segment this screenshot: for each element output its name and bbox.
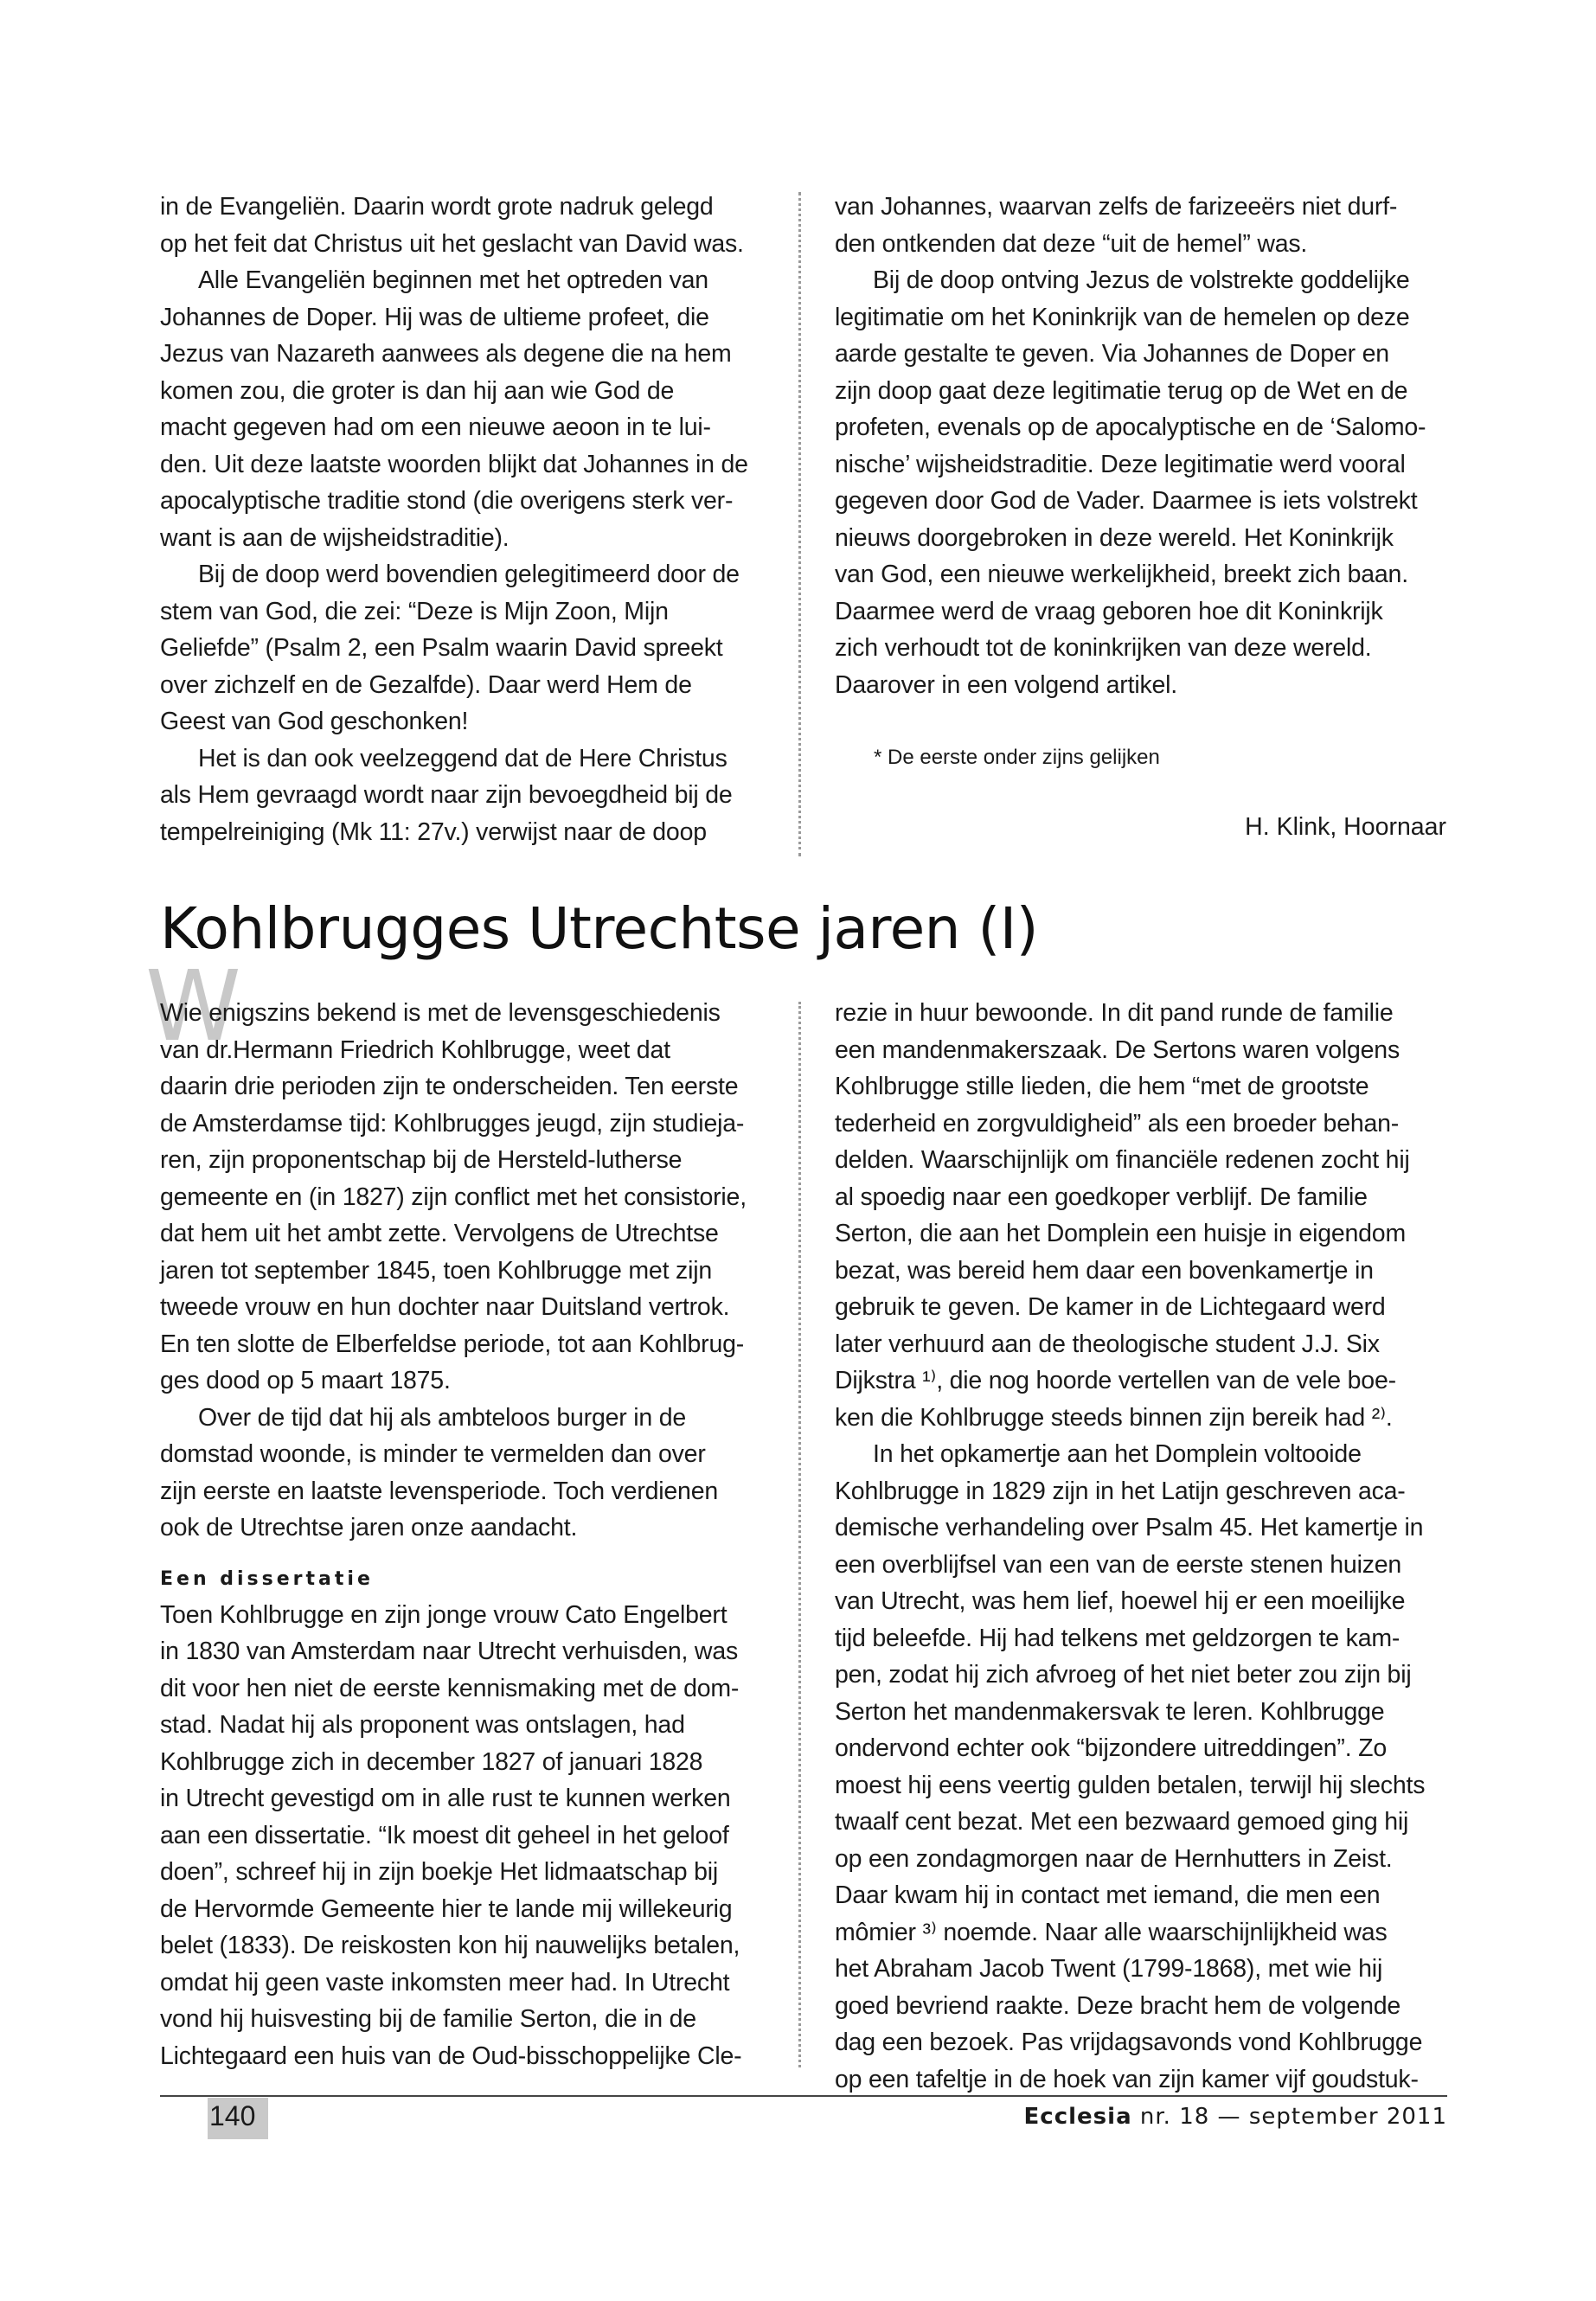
article-title: Kohlbrugges Utrechtse jaren (I) xyxy=(160,895,1038,962)
text-line: Lichtegaard een huis van de Oud-bisschoppelijke Cle- xyxy=(160,2041,742,2070)
paragraph xyxy=(160,1400,770,1547)
text-line: Serton, die aan het Domplein een huisje in eigendom xyxy=(835,1220,1406,1247)
text-line: aan een dissertatie. “Ik moest dit geheel in het geloof xyxy=(160,1821,729,1849)
text-line: Daarover in een volgend artikel. xyxy=(835,670,1177,699)
text-line: op een tafeltje in de hoek van zijn kamer vijf goudstuk- xyxy=(835,2065,1419,2093)
text-line: Over de tijd dat hij als ambteloos burger in de xyxy=(198,1403,687,1432)
text-line: gebruik te geven. De kamer in de Lichtegaard werd xyxy=(835,1293,1386,1321)
text-line: tweede vrouw en hun dochter naar Duitsland vertrok. xyxy=(160,1293,730,1321)
text-line: twaalf cent bezat. Met een bezwaard gemoed ging hij xyxy=(835,1808,1409,1836)
paragraph xyxy=(160,556,770,740)
text-line: zich verhoudt tot de koninkrijken van deze wereld. xyxy=(835,634,1372,662)
paragraph xyxy=(160,189,770,262)
column-divider-bottom xyxy=(798,1002,801,2067)
paragraph xyxy=(835,995,1445,1436)
paragraph xyxy=(160,1597,770,2075)
issue-info: nr. 18 — september 2011 xyxy=(1139,2104,1447,2130)
text-line: ondervond echter ook “bijzondere uitreddingen”. Zo xyxy=(835,1734,1387,1762)
text-line: vond hij huisvesting bij de familie Serton, die in de xyxy=(160,2005,696,2033)
page-number: 140 xyxy=(209,2100,256,2131)
text-line: Dijkstra ¹⁾, die nog hoorde vertellen van de vele boe- xyxy=(835,1367,1396,1394)
drop-cap: W xyxy=(145,951,241,1063)
text-line: ges dood op 5 maart 1875. xyxy=(160,1367,451,1394)
footnote: * De eerste onder zijns gelijken xyxy=(874,746,1160,769)
journal-info xyxy=(1024,2104,1447,2130)
text-line: Toen Kohlbrugge en zijn jonge vrouw Cato Engelbert xyxy=(160,1600,727,1629)
text-line: van Utrecht, was hem lief, hoewel hij er een moeilijke xyxy=(835,1587,1406,1615)
text-line: later verhuurd aan de theologische student J.J. Six xyxy=(835,1330,1380,1358)
text-line: domstad woonde, is minder te vermelden dan over xyxy=(160,1440,706,1468)
text-line: Daar kwam hij in contact met iemand, die men een xyxy=(835,1881,1381,1909)
author-signature: H. Klink, Hoornaar xyxy=(1245,813,1446,841)
text-line: pen, zodat hij zich afvroeg of het niet beter zou zijn bij xyxy=(835,1661,1412,1689)
text-line: want is aan de wijsheidstraditie). xyxy=(160,523,510,552)
text-line: in 1830 van Amsterdam naar Utrecht verhuisden, was xyxy=(160,1638,739,1665)
text-line: rezie in huur bewoonde. In dit pand runde de familie xyxy=(835,999,1394,1027)
text-line: ook de Utrechtse jaren onze aandacht. xyxy=(160,1514,578,1541)
text-line: Bij de doop werd bovendien gelegitimeerd door de xyxy=(198,561,740,588)
text-line: Daarmee werd de vraag geboren hoe dit Koninkrijk xyxy=(835,597,1383,625)
paragraph xyxy=(160,740,770,851)
text-line: Wie enigszins bekend is met de levensgeschiedenis xyxy=(160,999,721,1027)
text-line: dat hem uit het ambt zette. Vervolgens de Utrechtse xyxy=(160,1220,719,1247)
paragraph xyxy=(835,262,1445,703)
text-line: de Amsterdamse tijd: Kohlbrugges jeugd, zijn studieja- xyxy=(160,1109,745,1138)
text-line: aarde gestalte te geven. Via Johannes de Doper en xyxy=(835,340,1389,368)
text-line: apocalyptische traditie stond (die overigens sterk ver- xyxy=(160,487,734,515)
text-line: Geliefde” (Psalm 2, een Psalm waarin David spreekt xyxy=(160,634,723,662)
text-line: bezat, was bereid hem daar een bovenkamertje in xyxy=(835,1256,1374,1285)
text-line: het Abraham Jacob Twent (1799-1868), met wie hij xyxy=(835,1955,1383,1983)
article-section-text xyxy=(160,1597,770,2075)
text-line: Jezus van Nazareth aanwees als degene die na hem xyxy=(160,340,732,368)
text-line: Het is dan ook veelzeggend dat de Here Christus xyxy=(198,744,727,772)
text-line: zijn doop gaat deze legitimatie terug op de Wet en de xyxy=(835,376,1408,405)
text-line: dit voor hen niet de eerste kennismaking met de dom- xyxy=(160,1674,740,1702)
text-line: gegeven door God de Vader. Daarmee is iets volstrekt xyxy=(835,487,1418,515)
text-line: den. Uit deze laatste woorden blijkt dat Johannes in de xyxy=(160,450,748,478)
text-line: van dr.Hermann Friedrich Kohlbrugge, weet dat xyxy=(160,1035,670,1064)
text-line: op een zondagmorgen naar de Hernhutters in Zeist. xyxy=(835,1844,1393,1873)
column-divider-top xyxy=(798,192,801,856)
text-line: mômier ³⁾ noemde. Naar alle waarschijnlijkheid was xyxy=(835,1918,1388,1946)
article-intro xyxy=(160,995,770,1547)
top-article-right-column xyxy=(835,189,1445,703)
text-line: Kohlbrugge stille lieden, die hem “met de grootste xyxy=(835,1073,1369,1100)
text-line: al spoedig naar een goedkoper verblijf. De familie xyxy=(835,1183,1368,1211)
text-line: gemeente en (in 1827) zijn conflict met het consistorie, xyxy=(160,1183,747,1211)
text-line: nische’ wijsheidstraditie. Deze legitimatie werd vooral xyxy=(835,450,1406,478)
text-line: den ontkenden dat deze “uit de hemel” was. xyxy=(835,229,1308,258)
text-line: doen”, schreef hij in zijn boekje Het lidmaatschap bij xyxy=(160,1858,719,1886)
paragraph xyxy=(160,995,770,1400)
text-line: En ten slotte de Elberfeldse periode, tot aan Kohlbrug- xyxy=(160,1330,745,1358)
text-line: in Utrecht gevestigd om in alle rust te kunnen werken xyxy=(160,1785,731,1812)
text-line: jaren tot september 1845, toen Kohlbrugge met zijn xyxy=(160,1256,712,1285)
footer-rule xyxy=(160,2095,1447,2097)
text-line: In het opkamertje aan het Domplein voltooide xyxy=(873,1440,1362,1468)
text-line: macht gegeven had om een nieuwe aeoon in te lui- xyxy=(160,413,711,441)
article-left-column xyxy=(160,995,770,2074)
text-line: stem van God, die zei: “Deze is Mijn Zoon, Mijn xyxy=(160,597,669,625)
text-line: ren, zijn proponentschap bij de Hersteld-lutherse xyxy=(160,1146,683,1174)
text-line: Johannes de Doper. Hij was de ultieme profeet, die xyxy=(160,303,709,331)
text-line: legitimatie om het Koninkrijk van de hemelen op deze xyxy=(835,303,1410,331)
text-line: Serton het mandenmakersvak te leren. Kohlbrugge xyxy=(835,1697,1385,1726)
paragraph xyxy=(160,262,770,556)
text-line: moest hij eens veertig gulden betalen, terwijl hij slechts xyxy=(835,1771,1426,1799)
text-line: tijd beleefde. Hij had telkens met geldzorgen te kam- xyxy=(835,1624,1401,1652)
text-line: nieuws doorgebroken in deze wereld. Het Koninkrijk xyxy=(835,523,1394,552)
text-line: een mandenmakerszaak. De Sertons waren volgens xyxy=(835,1035,1400,1064)
section-subheading: Een dissertatie xyxy=(160,1567,374,1590)
text-line: delden. Waarschijnlijk om financiële redenen zocht hij xyxy=(835,1146,1410,1174)
text-line: in de Evangeliën. Daarin wordt grote nadruk gelegd xyxy=(160,193,714,221)
text-line: tederheid en zorgvuldigheid” als een broeder behan- xyxy=(835,1109,1400,1138)
text-line: als Hem gevraagd wordt naar zijn bevoegdheid bij de xyxy=(160,781,733,809)
text-line: daarin drie perioden zijn te onderscheiden. Ten eerste xyxy=(160,1073,739,1100)
text-line: Bij de doop ontving Jezus de volstrekte goddelijke xyxy=(873,266,1410,294)
text-line: goed bevriend raakte. Deze bracht hem de volgende xyxy=(835,1991,1401,2020)
text-line: Kohlbrugge zich in december 1827 of januari 1828 xyxy=(160,1747,703,1776)
text-line: komen zou, die groter is dan hij aan wie God de xyxy=(160,376,675,405)
article-right-column xyxy=(835,995,1445,2098)
text-line: ken die Kohlbrugge steeds binnen zijn bereik had ²⁾. xyxy=(835,1403,1393,1432)
text-line: van Johannes, waarvan zelfs de farizeeërs niet durf- xyxy=(835,193,1398,221)
top-article-left-column xyxy=(160,189,770,850)
text-line: een overblijfsel van een van de eerste stenen huizen xyxy=(835,1550,1402,1579)
paragraph xyxy=(835,189,1445,262)
text-line: van God, een nieuwe werkelijkheid, breekt zich baan. xyxy=(835,561,1408,588)
text-line: omdat hij geen vaste inkomsten meer had. In Utrecht xyxy=(160,1968,730,1997)
text-line: dag een bezoek. Pas vrijdagsavonds vond Kohlbrugge xyxy=(835,2029,1423,2056)
text-line: de Hervormde Gemeente hier te lande mij willekeurig xyxy=(160,1894,733,1923)
text-line: Alle Evangeliën beginnen met het optreden van xyxy=(198,266,708,294)
text-line: op het feit dat Christus uit het geslacht van David was. xyxy=(160,229,744,258)
text-line: zijn eerste en laatste levensperiode. Toch verdienen xyxy=(160,1477,718,1505)
text-line: tempelreiniging (Mk 11: 27v.) verwijst naar de doop xyxy=(160,817,707,846)
text-line: demische verhandeling over Psalm 45. Het kamertje in xyxy=(835,1514,1424,1541)
text-line: belet (1833). De reiskosten kon hij nauwelijks betalen, xyxy=(160,1932,740,1959)
text-line: Kohlbrugge in 1829 zijn in het Latijn geschreven aca- xyxy=(835,1477,1406,1505)
paragraph xyxy=(835,1436,1445,2098)
text-line: profeten, evenals op de apocalyptische en de ‘Salomo- xyxy=(835,413,1426,441)
journal-name: Ecclesia xyxy=(1023,2104,1132,2130)
text-line: stad. Nadat hij als proponent was ontslagen, had xyxy=(160,1711,685,1739)
text-line: over zichzelf en de Gezalfde). Daar werd Hem de xyxy=(160,670,692,699)
text-line: Geest van God geschonken! xyxy=(160,708,469,735)
